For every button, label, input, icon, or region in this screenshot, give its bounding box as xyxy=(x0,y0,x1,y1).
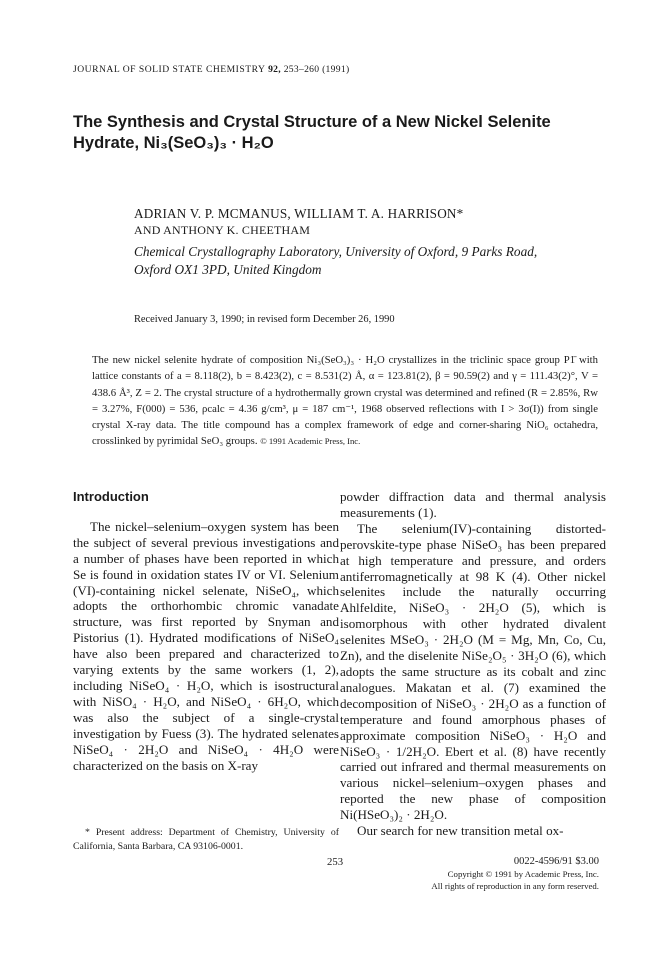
affiliation-line-2: Oxford OX1 3PD, United Kingdom xyxy=(134,262,322,277)
authors-line-1: ADRIAN V. P. MCMANUS, WILLIAM T. A. HARRISON* xyxy=(134,206,464,221)
footer-rights: All rights of reproduction in any form reserved. xyxy=(431,881,599,891)
received-dates: Received January 3, 1990; in revised form December 26, 1990 xyxy=(134,314,395,325)
article-code: 0022-4596/91 $3.00 xyxy=(513,856,599,867)
journal-volume: 92, xyxy=(268,64,281,75)
affiliation-line-1: Chemical Crystallography Laboratory, University of Oxford, 9 Parks Road, xyxy=(134,244,538,259)
journal-pages-year: 253–260 (1991) xyxy=(283,64,350,75)
title-line-1: The Synthesis and Crystal Structure of a New Nickel Selenite xyxy=(73,113,551,131)
section-heading-introduction: Introduction xyxy=(73,489,149,504)
intro-paragraph-1-continued: powder diffraction data and thermal analysis measurements (1). xyxy=(340,489,606,520)
author-footnote: * Present address: Department of Chemistry, University of California, Santa Barbara, CA 93106-0001. xyxy=(73,827,339,852)
authors-line-2: AND ANTHONY K. CHEETHAM xyxy=(134,223,311,237)
author-affiliation xyxy=(134,243,604,279)
abstract-copyright: © 1991 Academic Press, Inc. xyxy=(260,436,361,447)
article-title xyxy=(73,112,613,154)
right-column xyxy=(340,489,606,839)
abstract-text: The new nickel selenite hydrate of composition Ni₃(SeO₃)₃ · H₂O crystallizes in the triclinic space group P1̄ with lattice constants of a = 8.118(2), b = 8.423(2), c = 8.531(2) Å, α = 123.81(2), β = 90.59(2) and γ = 111.43(2)°, V = 438.6 Å³, Z = 2. The crystal structure of a hydrothermally grown crystal was determined and refined (R = 2.85%, Rw = 3.27%, F(000) = 536, ρcalc = 4.36 g/cm³, μ = 187 cm⁻¹, 1968 observed reflections with I > 3σ(I)) from single crystal X-ray data. The title compound has a complex framework of edge and corner-sharing NiO₆ octahedra, crosslinked by pyrimidal SeO₃ groups. xyxy=(92,354,598,448)
intro-paragraph-3: Our search for new transition metal ox- xyxy=(357,823,564,839)
journal-header xyxy=(73,64,349,75)
intro-paragraph-1: The nickel–selenium–oxygen system has been the subject of several previous investigations and a number of phases have been reported in which Se is found in oxidation states IV or VI. Selenium (VI)-containing nickel selenate, NiSeO₄, which adopts the orthorhombic chromic vanadate structure, was first reported by Snyman and Pistorius (1). Hydrated modifications of NiSeO₄ have also been prepared and characterized to varying extents by the same workers (1, 2), including NiSeO₄ · H₂O, which is isostructural with NiSO₄ · H₂O, and NiSeO₄ · 6H₂O, which was also the subject of a single-crystal investigation by Fuess (3). The hydrated selenates NiSeO₄ · 2H₂O and NiSeO₄ · 4H₂O were characterized on the basis on X-ray xyxy=(73,518,339,773)
author-list xyxy=(134,205,463,239)
journal-name: JOURNAL OF SOLID STATE CHEMISTRY xyxy=(73,64,266,75)
abstract xyxy=(92,352,598,450)
page-number: 253 xyxy=(327,856,344,868)
footer-copyright: Copyright © 1991 by Academic Press, Inc. xyxy=(447,869,599,879)
title-line-2: Hydrate, Ni₃(SeO₃)₃ · H₂O xyxy=(73,134,274,152)
left-column xyxy=(73,489,339,773)
intro-paragraph-2: The selenium(IV)-containing distorted-perovskite-type phase NiSeO₃ has been prepared at high temperature and pressure, and orders antiferromagnetically at 98 K (4). Other nickel selenites include the naturally occurring Ahlfeldite, NiSeO₃ · 2H₂O (5), which is isomorphous with other hydrated divalent selenites MSeO₃ · 2H₂O (M = Mg, Mn, Co, Cu, Zn), and the diselenite NiSe₂O₅ · 3H₂O (6), which adopts the same structure as its cobalt and zinc analogues. Makatan et al. (7) examined the decomposition of NiSeO₃ · 2H₂O as a function of temperature and found amorphous phases of approximate composition NiSeO₃ · H₂O and NiSeO₃ · 1/2H₂O. Ebert et al. (8) have recently carried out infrared and thermal measurements on various nickel–selenium–oxygen phases and reported the new phase of composition Ni(HSeO₃)₂ · 2H₂O. xyxy=(340,520,606,823)
